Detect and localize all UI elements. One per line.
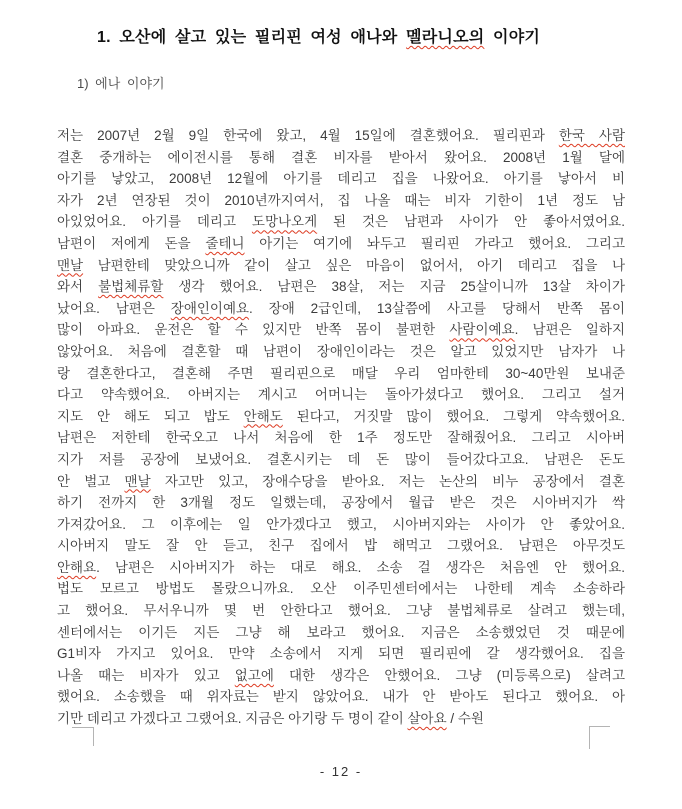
body-line [57,211,625,233]
body-line [57,708,625,730]
body-line [57,535,625,557]
misspelled-word: 없고에 [234,667,274,683]
body-line [57,319,625,341]
text-run: 생각 했어요. 남편은 38살, 저는 지금 25살이니까 13살 차이가 [163,279,625,295]
misspelled-word: 장애인이예요 [170,300,250,316]
body-text [57,125,625,730]
misspelled-word: 도망나오게 [251,214,318,230]
text-run: 아기는 여기에 놔두고 필리핀 가라고 했어요. 그리고 [244,235,625,251]
body-line [57,190,625,212]
misspelled-word: 사람이예요 [449,322,515,338]
text-run: 가져갔어요. 그 이후에는 일 안가겠다고 했고, 시아버지와는 사이가 안 좋았어요. [57,516,625,532]
misspelled-word: 맨날 [124,473,151,489]
text-run: 저는 2007년 2월 9일 한국에 왔고, 4월 15일에 결혼했어요. 필리핀과 [57,128,559,143]
text-run: 결혼 중개하는 에이전시를 통해 결혼 비자를 받아서 왔어요. 2008년 1월 달에 [57,149,625,165]
text-run: . 남편은 시아버지가 하는 대로 해요. 소송 걸 생각은 처음엔 안 했어요. [96,559,625,575]
text-run: / 수원 [446,711,484,727]
text-run: 법도 모르고 방법도 몰랐으니까요. 오산 이주민센터에서는 나한테 계속 소송하라 [57,581,625,597]
text-run: 났어요. 남편은 [57,300,171,316]
text-run: 자가 2년 연장된 것이 2010년까지여서, 집 나올 때는 비자 기한이 1년 정도 남 [57,192,625,208]
body-line [57,449,625,471]
text-run: 않았어요. 처음에 결혼할 때 남편이 장애인이라는 것은 알고 있었지만 남자가 나 [57,343,625,359]
text-run: 하기 전까지 한 3개월 정도 일했는데, 공장에서 월급 받은 것은 시아버지가 싹 [57,495,625,511]
body-line [57,233,625,255]
misspelled-word: 한국 사람 [558,128,625,143]
body-line [57,600,625,622]
text-run: 남편이 저에게 돈을 [57,235,206,251]
text-run: 남편은 저한테 한국오고 나서 처음에 한 1주 정도만 잘해줬어요. 그리고 시아버 [57,430,625,446]
text-run: 센터에서는 이기든 지든 그냥 해 보라고 했어요. 지금은 소송했었던 것 때문에 [57,624,625,640]
text-run: . 장애 2급인데, 13살쯤에 사고를 당해서 반쪽 몸이 [249,300,625,316]
misspelled-word: 안해도 [243,408,283,424]
misspelled-word: 불법체류할 [98,279,164,295]
text-run: 아기를 낳았고, 2008년 12월에 아기를 데리고 집을 나왔어요. 아기를 낳아서 비 [57,171,625,187]
text-run: 아있었어요. 아기를 데리고 [57,214,252,230]
text-run: 와서 [57,279,99,295]
text-run: 안 벌고 [57,473,125,489]
text-run: . 남편은 일하지 [514,322,626,338]
text-run: 랑 결혼한다고, 결혼해 주면 필리핀으로 매달 우리 엄마한테 30~40만원 보내준 [57,365,625,381]
body-line [57,276,625,298]
text-run: 지가 저를 공장에 보냈어요. 결혼시키는 데 돈 많이 들어갔다고요. 남편은 돈도 [57,451,625,467]
body-line [57,514,625,536]
text-boundary-mark-right [589,726,610,749]
body-line [57,622,625,644]
body-line [57,686,625,708]
body-line [57,665,625,687]
page-title [97,24,540,47]
text-run: 다고 약속했어요. 아버지는 계시고 어머니는 돌아가셨다고 했어요. 그리고 설거 [57,387,625,403]
misspelled-word: 멜라니오의 [406,29,485,46]
body-line [57,643,625,665]
section-subtitle: 1) 에나 이야기 [77,76,165,91]
text-run: 된 것은 남편과 사이가 안 좋아서였어요. [317,214,625,230]
text-run: 대한 생각은 안했어요. 그냥 (미등록으로) 살려고 [273,667,625,683]
text-run: 했어요. 소송했을 때 위자료는 받지 않았어요. 내가 안 받아도 된다고 했어요. 아 [57,689,625,705]
text-run: 많이 아파요. 운전은 할 수 있지만 반쪽 몸이 불편한 [57,322,450,338]
body-line [57,406,625,428]
text-run: 기만 데리고 가겠다고 그랬어요. 지금은 아기랑 두 명이 같이 [57,711,408,727]
text-run: 시아버지 말도 잘 안 듣고, 친구 집에서 밥 해먹고 그랬어요. 남편은 아무것도 [57,538,625,554]
body-line [57,147,625,169]
body-line [57,298,625,320]
body-line [57,427,625,449]
page-number: - 12 - [319,764,363,779]
body-line [57,168,625,190]
text-run: 자고만 있고, 장애수당을 받아요. 저는 논산의 비누 공장에서 결혼 [150,473,626,489]
text-boundary-mark-left [72,727,94,746]
body-line [57,363,625,385]
text-run: 고 했어요. 무서우니까 몇 번 안한다고 했어요. 그냥 불법체류로 살려고 했는데, [57,603,625,619]
body-line [57,341,625,363]
text-run: 이야기 [484,29,541,46]
text-run: 지도 안 해도 되고 밥도 [57,408,244,424]
text-run: 1. 오산에 살고 있는 필리핀 여성 애나와 [97,29,407,46]
misspelled-word: 안해요 [57,559,97,575]
text-run: 된다고, 거짓말 많이 했어요. 그렇게 약속했어요. [282,408,625,424]
misspelled-word: 살아요 [407,711,447,727]
body-line [57,578,625,600]
text-run: G1비자 가지고 있어요. 만약 소송에서 지게 되면 필리핀에 갈 생각했어요. 집을 [57,646,625,662]
text-run: 나올 때는 비자가 있고 [57,667,235,683]
body-line [57,125,625,147]
body-line [57,384,625,406]
misspelled-word: 맨날 [57,257,84,273]
body-line [57,471,625,493]
text-run: 남편한테 맞았으니까 같이 살고 싶은 마음이 없어서, 아기 데리고 집을 나 [83,257,625,273]
body-line [57,492,625,514]
body-line [57,557,625,579]
body-line [57,255,625,277]
misspelled-word: 줄테니 [205,235,245,251]
